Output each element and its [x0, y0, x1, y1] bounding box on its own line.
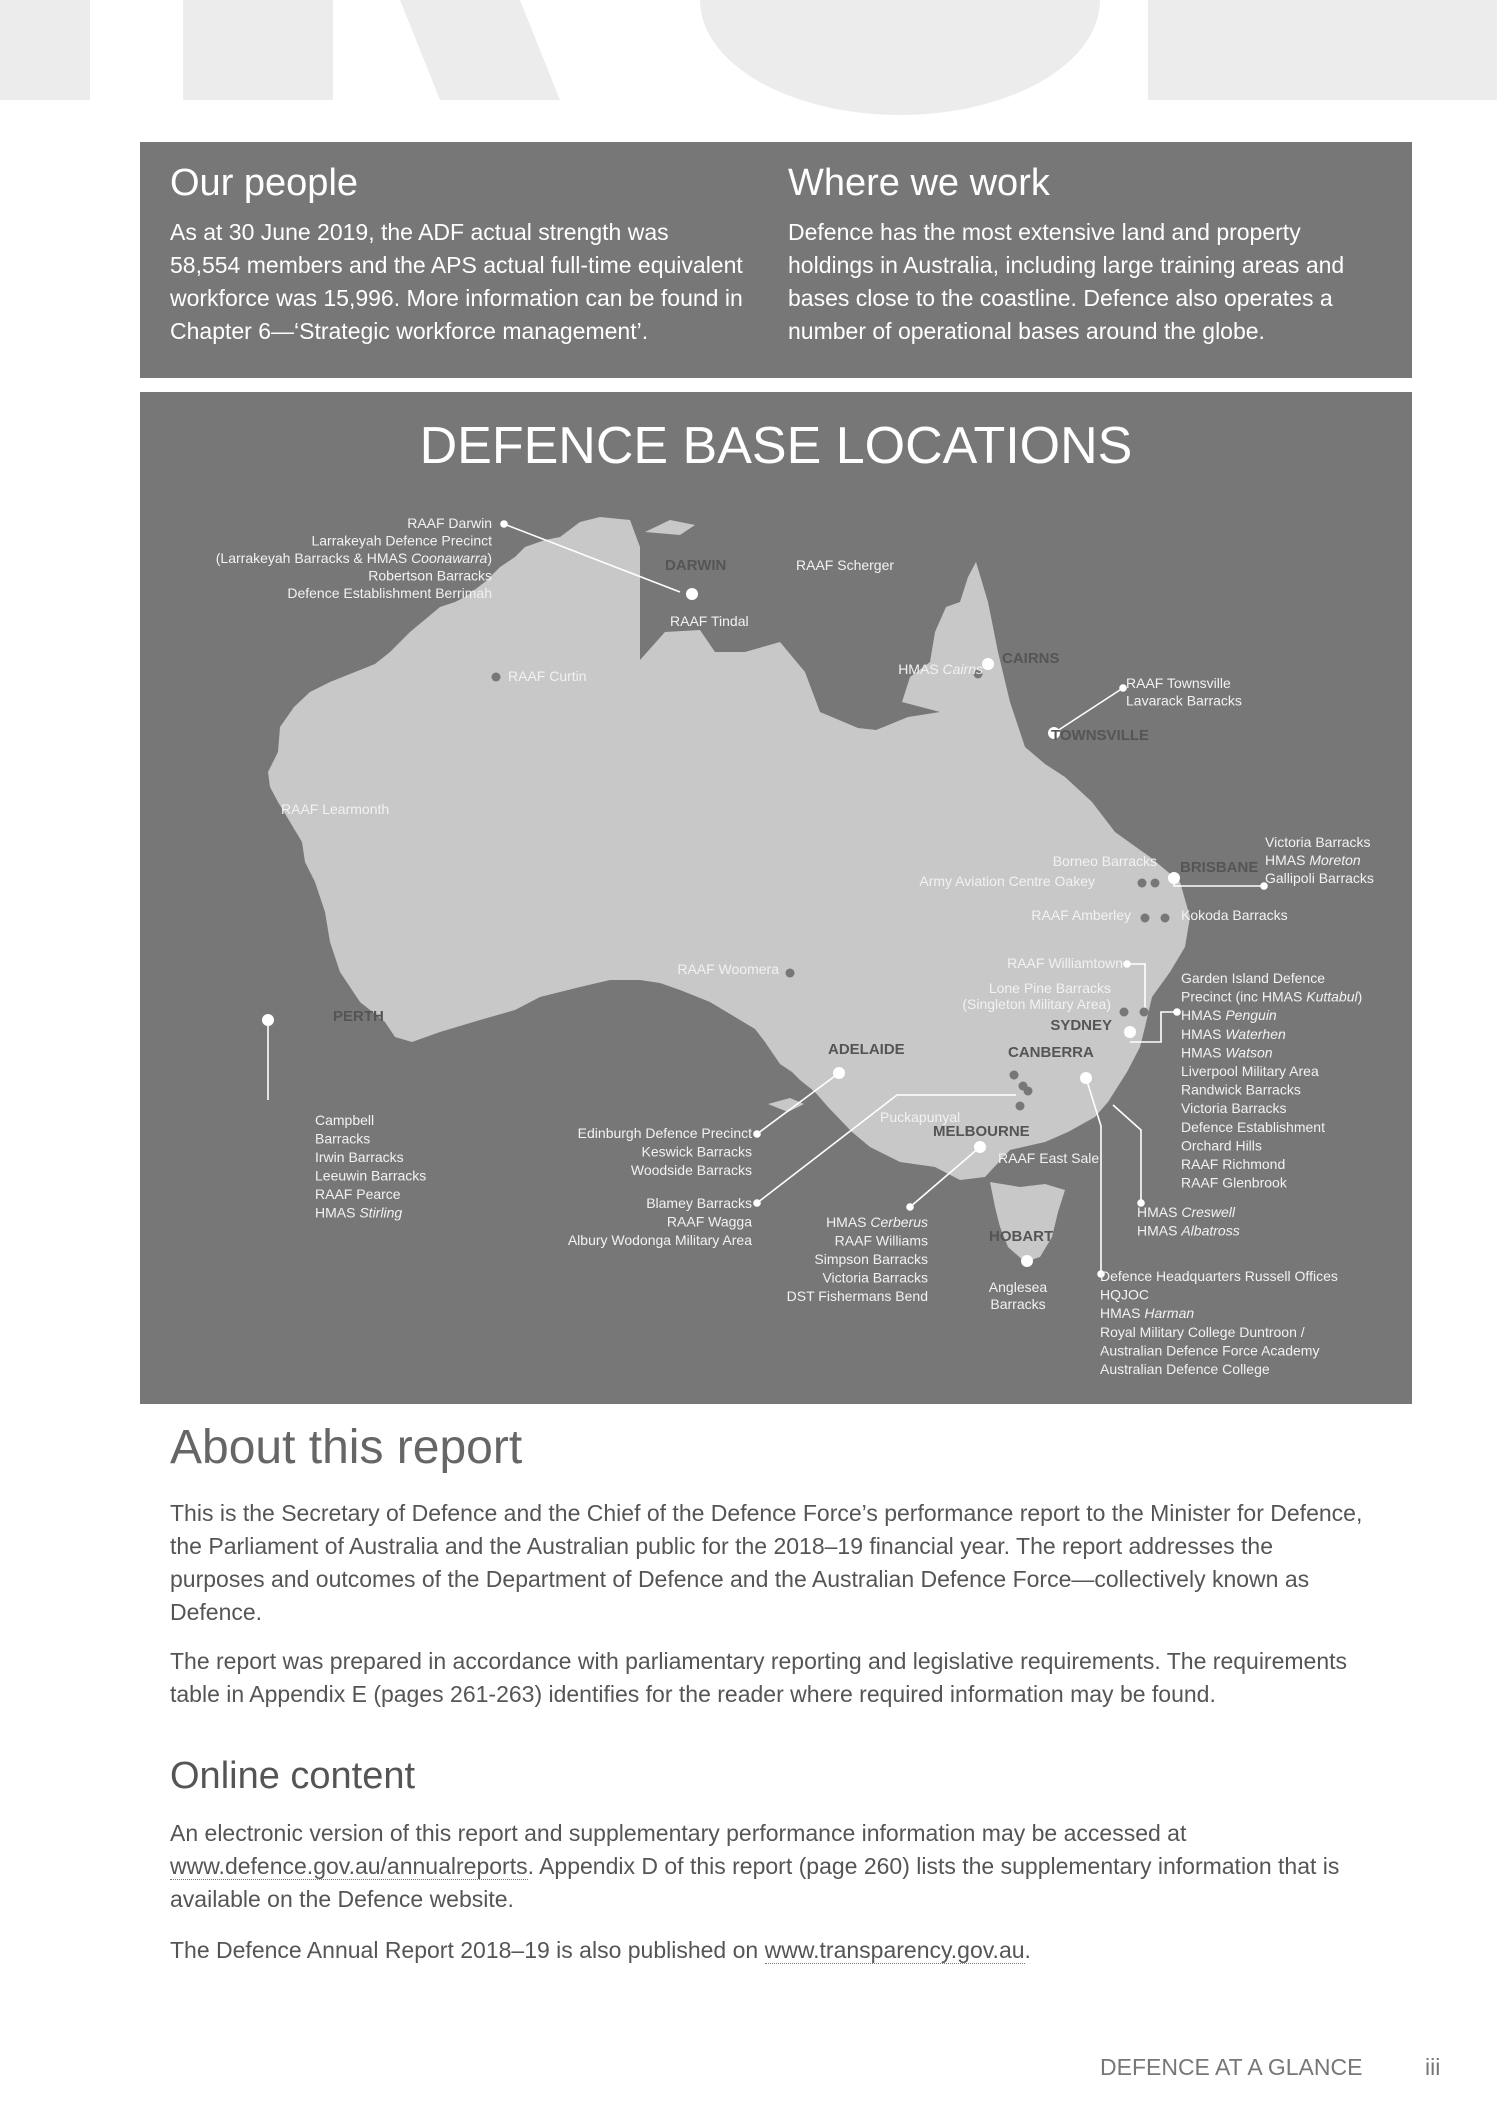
- our-people-body: As at 30 June 2019, the ADF actual strength was 58,554 members and the APS actual full-time equivalent workforce was 15,996. More information can be found in Chapter 6—‘Strategic workforce management’.: [170, 219, 743, 344]
- online-para-1-text-end: . Appendix D of this report (page 260) lists the supplementary information that is available on the Defence website.: [170, 1853, 1340, 1912]
- location-dot-cairns: [982, 658, 994, 670]
- base-label-adelaide-group: Edinburgh Defence Precinct Keswick Barracks Woodside Barracks: [577, 1125, 752, 1178]
- bg-letter-n-stem: [183, 0, 333, 100]
- location-dot-raaf-amberley: [1141, 914, 1150, 923]
- location-dot-army-aviation-oakey: [1138, 879, 1147, 888]
- about-title: About this report: [170, 1421, 523, 1474]
- leader-end-raaf-williamtown: [1124, 961, 1130, 967]
- our-people-section: [170, 160, 745, 348]
- base-label-raaf-woomera: RAAF Woomera: [677, 961, 779, 977]
- location-dot-lone-pine: [1120, 1008, 1129, 1017]
- location-dot-perth: [262, 1014, 274, 1026]
- australia-map: [140, 392, 1412, 1404]
- base-label-army-aviation-oakey: Army Aviation Centre Oakey: [919, 873, 1095, 889]
- city-label-brisbane: BRISBANE: [1180, 859, 1259, 876]
- where-we-work-body: Defence has the most extensive land and property holdings in Australia, including large training areas and bases close to the coastline. Defence also operates a number of operational bases around the globe.: [788, 219, 1345, 344]
- base-label-townsville-group: RAAF Townsville Lavarack Barracks: [1126, 675, 1242, 709]
- location-dot-borneo-barracks: [1151, 879, 1160, 888]
- footer-page-number: iii: [1425, 2054, 1441, 2080]
- bg-letter-block: [1148, 0, 1497, 100]
- base-label-hmas-cairns: HMAS Cairns: [898, 661, 983, 677]
- about-para-1: This is the Secretary of Defence and the Chief of the Defence Force’s performance report to the Minister for Defence, the Parliament of Australia and the Australian public for the 2018–19 financial year. The report addresses the purposes and outcomes of the Department of Defence and the Australian Defence Force—collectively known as Defence.: [170, 1500, 1363, 1625]
- base-label-raaf-curtin: RAAF Curtin: [508, 668, 587, 684]
- base-label-raaf-darwin-group: RAAF Darwin Larrakeyah Defence Precinct (Larrakeyah Barracks & HMAS Coonawarra) Robertson Barracks Defence Establishment Berrimah: [215, 515, 492, 601]
- where-we-work-section: [788, 160, 1363, 348]
- base-label-raaf-tindal: RAAF Tindal: [670, 613, 749, 629]
- location-dot-canberra-sub: [1010, 1071, 1019, 1080]
- online-para-1: [170, 1817, 1370, 1916]
- base-label-raaf-scherger: RAAF Scherger: [796, 557, 895, 573]
- city-label-sydney: SYDNEY: [1050, 1017, 1112, 1034]
- bg-letter-o: [700, 0, 1100, 115]
- base-label-kokoda-barracks: Kokoda Barracks: [1181, 907, 1288, 923]
- location-dot-brisbane: [1168, 872, 1180, 884]
- base-label-anglesea-barracks: Anglesea Barracks: [988, 1279, 1048, 1312]
- base-label-melbourne-group: HMAS Cerberus RAAF Williams Simpson Barracks Victoria Barracks DST Fishermans Bend: [786, 1214, 928, 1304]
- defence-base-map: [140, 392, 1412, 1404]
- leader-end-wagga-group: [754, 1200, 760, 1206]
- city-label-hobart: HOBART: [989, 1228, 1054, 1245]
- base-label-jervis-bay-group: HMAS Creswell HMAS Albatross: [1137, 1204, 1240, 1239]
- where-we-work-title: Where we work: [788, 162, 1050, 204]
- leader-end-raaf-darwin-group: [501, 521, 507, 527]
- city-label-townsville: TOWNSVILLE: [1051, 727, 1150, 744]
- leader-line-jervis-bay-group: [1113, 1105, 1141, 1203]
- location-dot-raaf-williamtown-dot: [1140, 1008, 1149, 1017]
- location-dot-adelaide: [833, 1067, 845, 1079]
- map-title: DEFENCE BASE LOCATIONS: [419, 417, 1133, 475]
- annual-reports-link[interactable]: www.defence.gov.au/annualreports: [170, 1853, 528, 1879]
- background-letters-graphic: [0, 0, 1497, 120]
- location-dot-raaf-tindal: [699, 603, 708, 612]
- city-label-adelaide: ADELAIDE: [828, 1041, 905, 1058]
- base-label-wagga-group: Blamey Barracks RAAF Wagga Albury Wodonga Military Area: [567, 1195, 752, 1248]
- location-dot-raaf-curtin: [492, 673, 501, 682]
- base-label-borneo-barracks: Borneo Barracks: [1052, 853, 1157, 869]
- online-para-1-text: An electronic version of this report and supplementary performance information may be accessed at: [170, 1820, 1187, 1846]
- base-label-lone-pine-group: Lone Pine Barracks (Singleton Military Area): [962, 980, 1111, 1012]
- location-dot-raaf-scherger: [910, 561, 919, 570]
- kangaroo-island: [768, 1098, 804, 1112]
- base-label-raaf-williamtown: RAAF Williamtown: [1007, 955, 1123, 971]
- location-dot-raaf-east-sale: [1019, 1082, 1028, 1091]
- location-dot-melbourne: [974, 1141, 986, 1153]
- location-dot-sydney: [1124, 1026, 1136, 1038]
- info-box: [140, 142, 1412, 378]
- base-label-raaf-amberley: RAAF Amberley: [1031, 907, 1131, 923]
- city-label-darwin: DARWIN: [665, 557, 727, 574]
- base-label-perth-group: Campbell Barracks Irwin Barracks Leeuwin Barracks RAAF Pearce HMAS Stirling: [315, 1112, 427, 1221]
- city-label-melbourne: MELBOURNE: [933, 1123, 1030, 1140]
- melville-island: [645, 520, 695, 535]
- location-dot-raaf-learmonth: [267, 806, 276, 815]
- online-title: Online content: [170, 1755, 416, 1797]
- base-label-sydney-group: Garden Island Defence Precinct (inc HMAS Kuttabul) HMAS Penguin HMAS Waterhen HMAS Watson Liverpool Military Area Randwick Barracks Victoria Barracks Defence Establishment Orchard Hills RAAF Richmond RAAF Glenbrook: [1181, 970, 1363, 1191]
- leader-end-melbourne-group: [907, 1204, 913, 1210]
- leader-line-brisbane-north-group: [1174, 878, 1264, 886]
- bg-letter-i: [0, 0, 90, 100]
- location-dot-kokoda-barracks: [1161, 914, 1170, 923]
- footer-section-label: DEFENCE AT A GLANCE: [1100, 2054, 1363, 2080]
- location-dot-canberra: [1080, 1072, 1092, 1084]
- base-label-canberra-group: Defence Headquarters Russell Offices HQJOC HMAS Harman Royal Military College Duntroon / Australian Defence Force Academy Australian Defence College: [1100, 1268, 1338, 1377]
- base-label-raaf-learmonth: RAAF Learmonth: [281, 801, 390, 817]
- online-para-2: [170, 1934, 1370, 1967]
- leader-end-adelaide-group: [754, 1131, 760, 1137]
- bg-letter-n-diagonal: [400, 0, 560, 100]
- base-label-brisbane-north-group: Victoria Barracks HMAS Moreton Gallipoli Barracks: [1265, 834, 1374, 886]
- location-dot-puckapunyal: [1016, 1102, 1025, 1111]
- city-label-canberra: CANBERRA: [1008, 1044, 1094, 1061]
- leader-end-sydney-group: [1174, 1009, 1180, 1015]
- location-dot-hobart: [1021, 1255, 1033, 1267]
- online-para-2-text: The Defence Annual Report 2018–19 is also published on: [170, 1937, 765, 1963]
- location-dot-raaf-woomera: [786, 969, 795, 978]
- city-label-cairns: CAIRNS: [1002, 650, 1060, 667]
- location-dot-darwin: [686, 588, 698, 600]
- tasmania: [990, 1182, 1065, 1262]
- online-para-2-text-end: .: [1024, 1937, 1031, 1963]
- transparency-link[interactable]: www.transparency.gov.au: [764, 1937, 1025, 1963]
- about-para-2: The report was prepared in accordance with parliamentary reporting and legislative requirements. The requirements table in Appendix E (pages 261-263) identifies for the reader where required information may be found.: [170, 1648, 1348, 1707]
- base-label-puckapunyal: Puckapunyal: [880, 1109, 961, 1125]
- base-label-raaf-east-sale: RAAF East Sale: [998, 1150, 1100, 1166]
- city-label-perth: PERTH: [333, 1008, 384, 1025]
- our-people-title: Our people: [170, 162, 359, 204]
